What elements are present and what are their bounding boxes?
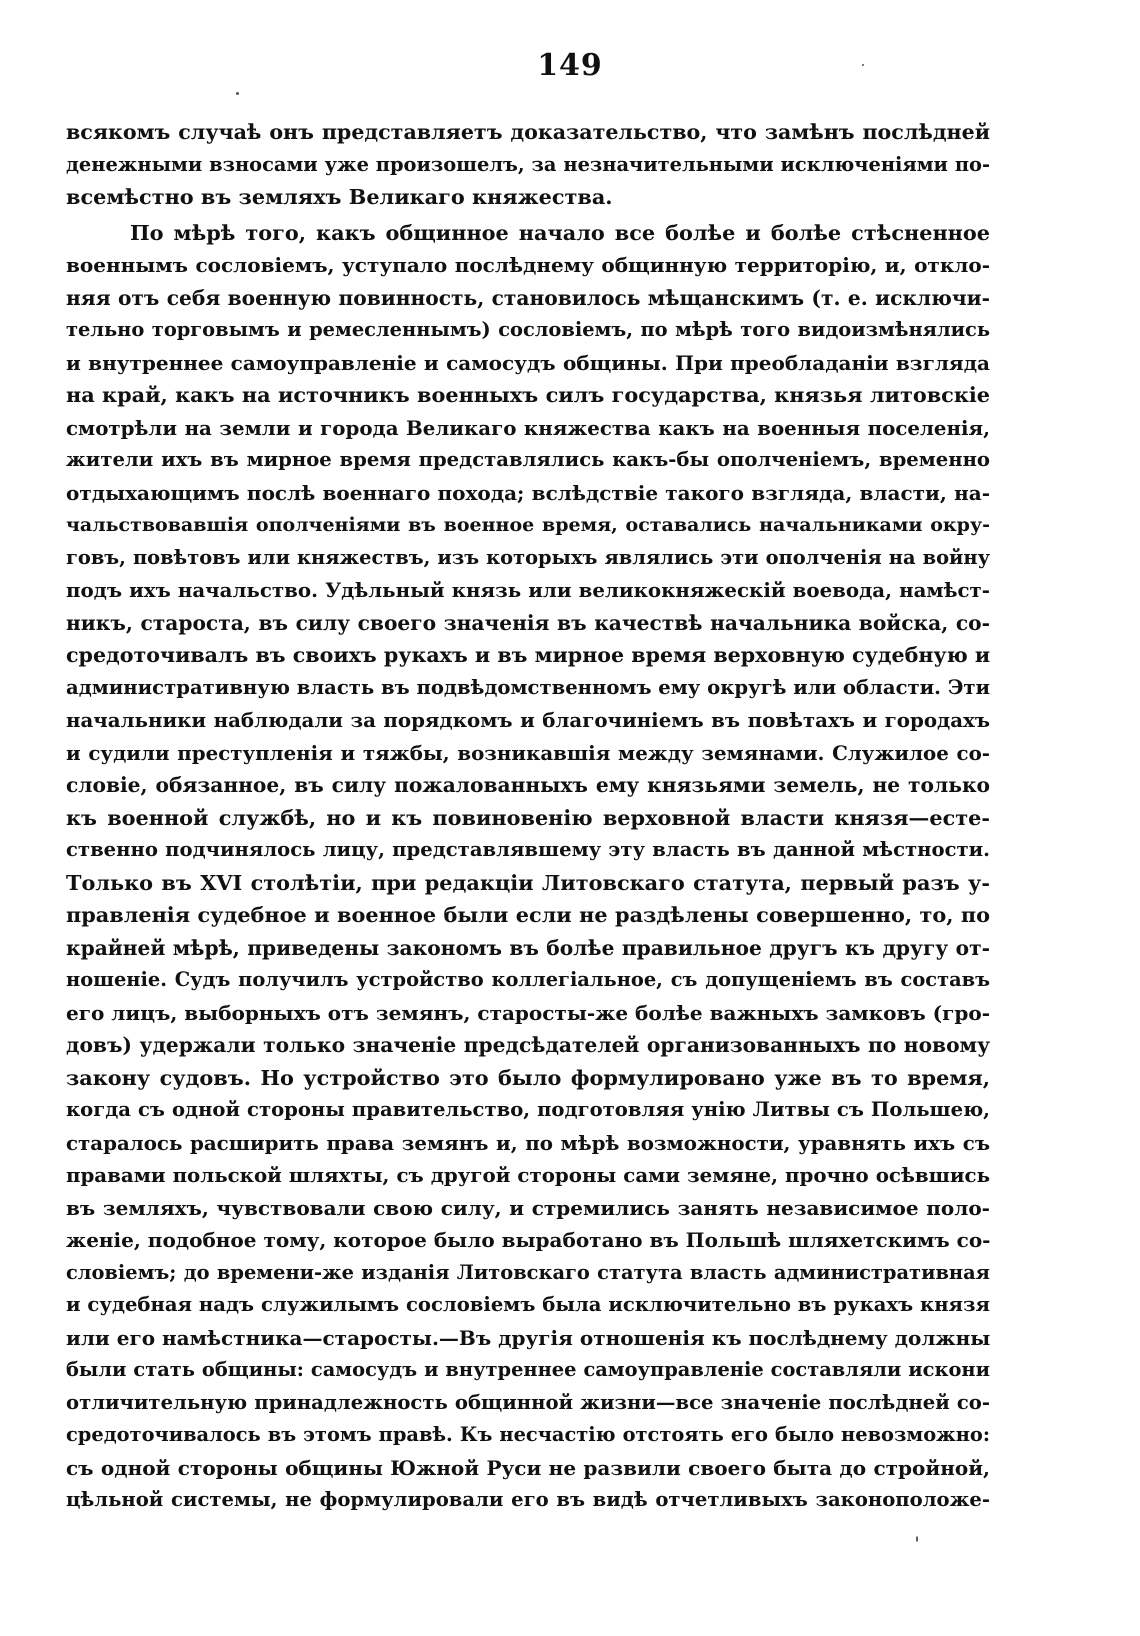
print-speck (236, 92, 239, 95)
paragraph-continued (66, 116, 990, 214)
print-speck (916, 1536, 918, 1542)
text-line: ственно подчинялось лицу, представлявшему эту власть въ данной мѣстности. (66, 838, 990, 861)
text-line: или его намѣстника—старосты.—Въ другія отношенія къ послѣднему должны (66, 1325, 990, 1350)
text-line: военнымъ сословіемъ, уступало послѣднему общинную территорію, и, откло- (66, 253, 990, 277)
text-line: отличительную принадлежность общинной жизни—все значеніе послѣдней со- (66, 1390, 990, 1414)
text-line: и судили преступленія и тяжбы, возникавшія между земянами. Служилое со- (66, 740, 990, 765)
text-line: никъ, староста, въ силу своего значенія въ качествѣ начальника войска, со- (66, 610, 990, 635)
text-line: подъ ихъ начальство. Удѣльный князь или великокняжескій воевода, намѣст- (66, 578, 990, 602)
text-line: всемѣстно въ земляхъ Великаго княжества. (66, 184, 613, 209)
text-line: смотрѣли на земли и города Великаго княжества какъ на военныя поселенія, (66, 415, 990, 440)
paragraph-main (66, 217, 990, 1517)
text-line: къ военной службѣ, но и къ повиновенію верховной власти князя—есте- (66, 804, 990, 830)
text-line: По мѣрѣ того, какъ общинное начало все болѣе и болѣе стѣсненное (130, 219, 990, 245)
text-line: говъ, повѣтовъ или княжествъ, изъ которыхъ являлись эти ополченія на войну (66, 545, 990, 569)
text-line: жители ихъ въ мирное время представлялись какъ-бы ополченіемъ, временно (66, 448, 990, 471)
text-line: старалось расширить права земянъ и, по мѣрѣ возможности, уравнять ихъ съ (66, 1130, 990, 1155)
text-line: чальствовавшія ополченіями въ военное время, оставались начальниками окру- (66, 514, 990, 536)
page-number: 149 (537, 48, 603, 83)
print-speck (862, 64, 864, 66)
text-line: денежными взносами уже произошелъ, за незначительными исключеніями по- (66, 152, 990, 176)
body-text (66, 116, 990, 1517)
text-line: съ одной стороны общины Южной Руси не развили своего быта до стройной, (66, 1455, 990, 1480)
text-line: административную власть въ подвѣдомственномъ ему округѣ или области. Эти (66, 675, 990, 699)
text-line: правленія судебное и военное были если не раздѣлены совершенно, то, по (66, 902, 990, 927)
text-line: его лицъ, выборныхъ отъ земянъ, старосты-же болѣе важныхъ замковъ (гро- (66, 1000, 990, 1025)
text-line: довъ) удержали только значеніе предсѣдателей организованныхъ по новому (66, 1033, 990, 1057)
text-line: въ земляхъ, чувствовали свою силу, и стремились занять независимое поло- (66, 1195, 990, 1220)
text-line: отдыхающимъ послѣ военнаго похода; вслѣдствіе такого взгляда, власти, на- (66, 480, 990, 505)
text-line: когда съ одной стороны правительство, подготовляя унію Литвы съ Польшею, (66, 1098, 990, 1121)
text-line: Только въ XVI столѣтіи, при редакціи Литовскаго статута, первый разъ у- (66, 869, 990, 895)
text-line: на край, какъ на источникъ военныхъ силъ государства, князья литовскіе (66, 382, 990, 407)
text-line: закону судовъ. Но устройство это было формулировано уже въ то время, (66, 1064, 990, 1090)
text-line: словіе, обязанное, въ силу пожалованныхъ ему князьями земель, не только (66, 773, 990, 797)
text-line: правами польской шляхты, съ другой стороны сами земяне, прочно осѣвшись (66, 1163, 990, 1187)
text-line: тельно торговымъ и ремесленнымъ) сословіемъ, по мѣрѣ того видоизмѣнялись (66, 318, 990, 341)
text-line: женіе, подобное тому, которое было выработано въ Польшѣ шляхетскимъ со- (66, 1228, 990, 1252)
text-line: средоточивалось въ этомъ правѣ. Къ несчастію отстоять его было невозможно: (66, 1423, 990, 1446)
text-line: были стать общины: самосудъ и внутреннее самоуправленіе составляли искони (66, 1358, 990, 1381)
text-line: и судебная надъ служилымъ сословіемъ была исключительно въ рукахъ князя (66, 1293, 990, 1316)
text-line: средоточивалъ въ своихъ рукахъ и въ мирное время верховную судебную и (66, 643, 990, 667)
text-line: всякомъ случаѣ онъ представляетъ доказательство, что замѣнъ послѣдней (66, 120, 990, 144)
text-line: цѣльной системы, не формулировали его въ видѣ отчетливыхъ законоположе- (66, 1488, 990, 1511)
text-line: и внутреннее самоуправленіе и самосудъ общины. При преобладаніи взгляда (66, 350, 990, 375)
text-line: ношеніе. Судъ получилъ устройство коллегіальное, съ допущеніемъ въ составъ (66, 968, 990, 991)
text-line: няя отъ себя военную повинность, становилось мѣщанскимъ (т. е. исключи- (66, 285, 990, 310)
text-line: крайней мѣрѣ, приведены закономъ въ болѣе правильное другъ къ другу от- (66, 935, 990, 960)
text-line: начальники наблюдали за порядкомъ и благочиніемъ въ повѣтахъ и городахъ (66, 708, 990, 732)
text-line: словіемъ; до времени-же изданія Литовскаго статута власть административная (66, 1260, 990, 1284)
